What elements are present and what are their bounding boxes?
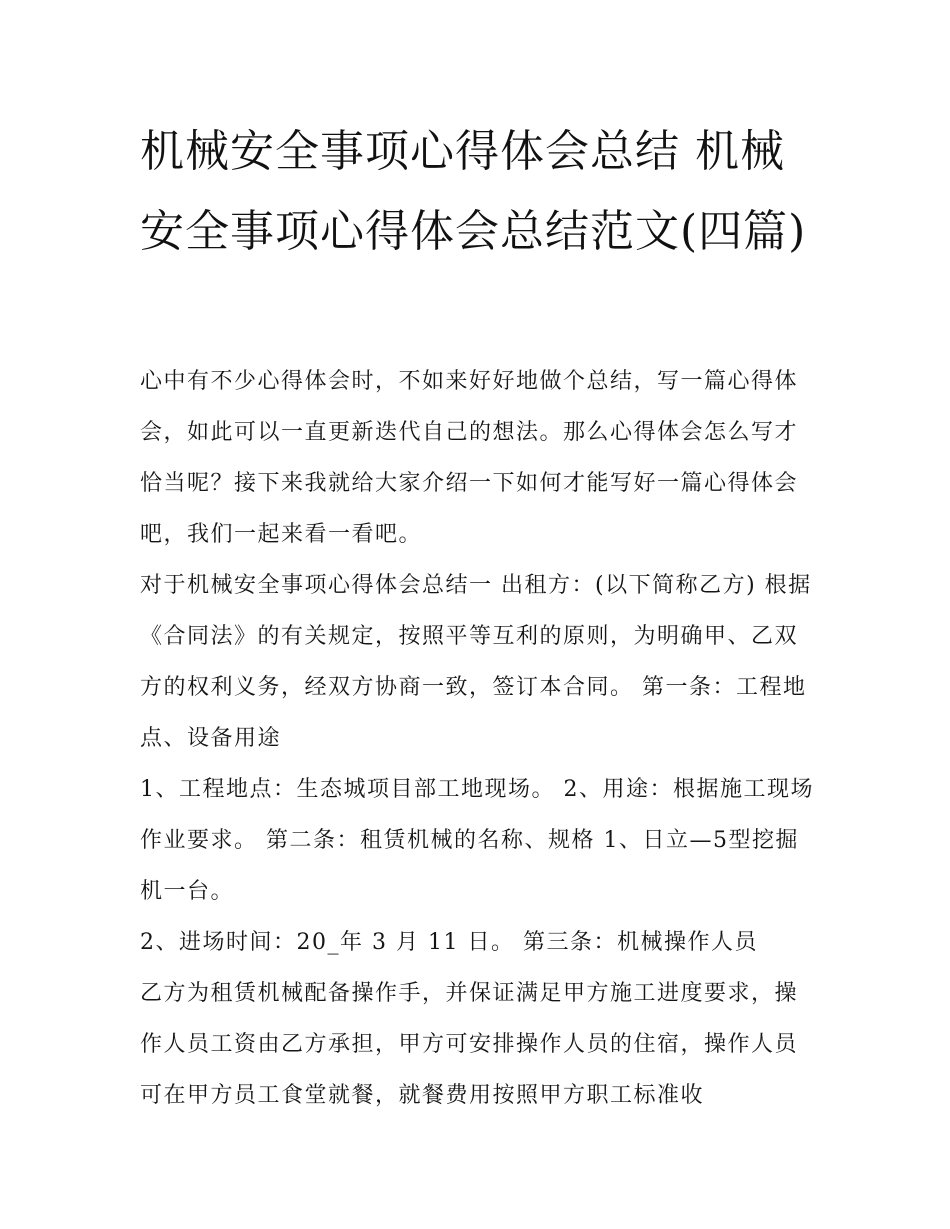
document-title: 机械安全事项心得体会总结 机械安全事项心得体会总结范文(四篇) [140,126,807,257]
paragraph-entry-time: 2、进场时间：20_年 3 月 11 日。 第三条：机械操作人员 [140,930,758,955]
paragraph-site-and-machine: 1、工程地点：生态城项目部工地现场。 2、用途：根据施工现场作业要求。 第二条：租赁机械的名称、规格 1、日立—5型挖掘机一台。 [140,777,814,904]
document-body [140,356,820,1121]
paragraph-operators: 乙方为租赁机械配备操作手，并保证满足甲方施工进度要求，操作人员工资由乙方承担，甲方可安排操作人员的住宿，操作人员可在甲方员工食堂就餐，就餐费用按照甲方职工标准收 [140,981,799,1108]
paragraph-intro: 心中有不少心得体会时，不如来好好地做个总结，写一篇心得体会，如此可以一直更新迭代自己的想法。那么心得体会怎么写才恰当呢？接下来我就给大家介绍一下如何才能写好一篇心得体会吧，我们一起来看一看吧。 [140,369,799,547]
paragraph-contract-preamble: 对于机械安全事项心得体会总结一 出租方：(以下简称乙方) 根据《合同法》的有关规定，按照平等互利的原则，为明确甲、乙双方的权利义务，经双方协商一致，签订本合同。 第一条：工程地点、设备用途 [140,573,812,751]
